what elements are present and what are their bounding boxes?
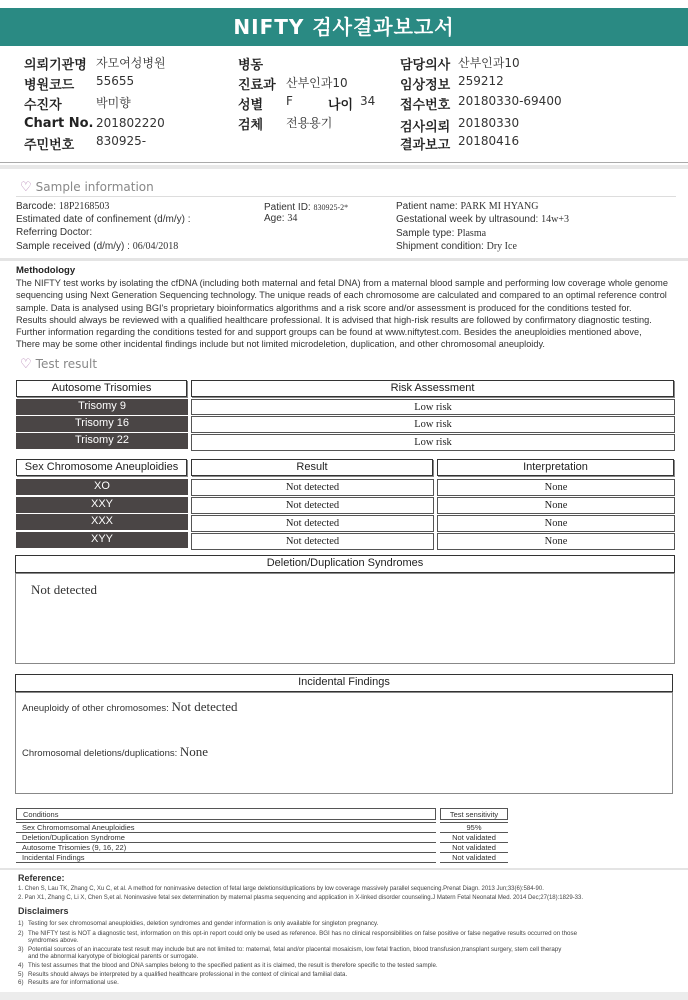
info-value-age: 34 bbox=[360, 94, 376, 108]
condition-sensitivity: Not validated bbox=[440, 832, 508, 842]
sex-interp: None bbox=[437, 515, 675, 532]
risk-header: Risk Assessment bbox=[191, 380, 674, 397]
incidental-header: Incidental Findings bbox=[15, 674, 673, 692]
methodology-title: Methodology bbox=[16, 265, 76, 276]
sex-name: XXX bbox=[16, 514, 188, 530]
sex-result: Not detected bbox=[191, 497, 434, 514]
edc-label: Estimated date of confinement (d/m/y) : bbox=[16, 214, 191, 225]
disclaimers-list bbox=[18, 920, 668, 987]
info-value: 20180330-69400 bbox=[458, 94, 562, 108]
autosome-name: Trisomy 9 bbox=[16, 399, 188, 415]
condition-sensitivity: 95% bbox=[440, 822, 508, 832]
patient-id: Patient ID: 830925-2* bbox=[264, 202, 349, 213]
reference-item: 1. Chen S, Lau TK, Zhang C, Xu C, et al. A method for noninvasive detection of fetal large deletions/duplications by low coverage massively parallel sequencing.Prenat Diagn. 2013 Jun;33(6):584-90. bbox=[18, 886, 544, 892]
info-value: 산부인과10 bbox=[286, 76, 348, 90]
divider bbox=[0, 868, 688, 870]
reference-title: Reference: bbox=[18, 873, 65, 883]
patient-name: Patient name: PARK MI HYANG bbox=[396, 201, 539, 212]
chromosomal-deldup: Chromosomal deletions/duplications: None bbox=[22, 744, 209, 759]
interpretation-header: Interpretation bbox=[437, 459, 674, 476]
autosome-header: Autosome Trisomies bbox=[16, 380, 187, 397]
sex-result: Not detected bbox=[191, 533, 434, 550]
info-label: 주민번호 bbox=[24, 138, 75, 153]
info-label: 의뢰기관명 bbox=[24, 58, 87, 73]
disclaimer-item: syndromes above. bbox=[28, 937, 79, 945]
info-label: 결과보고 bbox=[400, 138, 451, 153]
divider bbox=[16, 196, 676, 197]
sample-type: Sample type: Plasma bbox=[396, 228, 487, 239]
disclaimer-item: 5) Results should always be interpreted by a qualified healthcare professional in the context of clinical and familial data. bbox=[18, 970, 348, 978]
sensitivity-header: Test sensitivity bbox=[440, 808, 508, 820]
disclaimer-item: 4) This test assumes that the blood and DNA samples belong to the specified patient as it is claimed, the result is therefore specific to the tested sample. bbox=[18, 961, 438, 969]
info-value: 20180416 bbox=[458, 134, 520, 148]
heart-icon: ♡ bbox=[20, 357, 32, 372]
sample-received: Sample received (d/m/y) : 06/04/2018 bbox=[16, 241, 179, 252]
info-value: 259212 bbox=[458, 74, 504, 88]
info-value: 55655 bbox=[96, 74, 135, 88]
sex-result: Not detected bbox=[191, 515, 434, 532]
sex-interp: None bbox=[437, 497, 675, 514]
sex-name: XXY bbox=[16, 497, 188, 513]
info-value: 자모여성병원 bbox=[96, 56, 166, 70]
conditions-header: Conditions bbox=[16, 808, 436, 820]
info-value: 830925- bbox=[96, 134, 147, 148]
info-value: 201802220 bbox=[96, 116, 165, 130]
info-value: 전용용기 bbox=[286, 116, 333, 130]
autosome-name: Trisomy 22 bbox=[16, 433, 188, 449]
gestational-week: Gestational week by ultrasound: 14w+3 bbox=[396, 214, 569, 225]
info-label-age: 나이 bbox=[328, 98, 354, 113]
info-label: 검사의뢰 bbox=[400, 120, 451, 135]
info-label: Chart No. bbox=[24, 116, 94, 131]
sex-name: XO bbox=[16, 479, 188, 495]
disclaimer-item: and the abnormal karyotype of biological parents or surrogate. bbox=[28, 953, 199, 961]
aneuploidy-other: Aneuploidy of other chromosomes: Not detected bbox=[22, 699, 238, 714]
sex-header: Sex Chromosome Aneuploidies bbox=[16, 459, 187, 476]
info-label: 담당의사 bbox=[400, 58, 451, 73]
shipment-condition: Shipment condition: Dry Ice bbox=[396, 241, 517, 252]
disclaimers-title: Disclaimers bbox=[18, 906, 69, 916]
heart-icon: ♡ bbox=[20, 180, 32, 195]
disclaimer-item: 1) Testing for sex chromosomal aneuploidies, deletion syndromes and gender information is only available for singleton pregnancy. bbox=[18, 920, 379, 927]
divider-band bbox=[0, 165, 688, 169]
info-label: 임상정보 bbox=[400, 78, 451, 93]
condition-name: Incidental Findings bbox=[16, 852, 436, 863]
sample-info-heading: ♡ Sample information bbox=[20, 180, 154, 195]
report-title: NIFTY 검사결과보고서 bbox=[0, 8, 688, 46]
condition-sensitivity: Not validated bbox=[440, 852, 508, 863]
age: Age: 34 bbox=[264, 213, 298, 224]
info-label: 성별 bbox=[238, 98, 264, 113]
referring-doctor-label: Referring Doctor: bbox=[16, 227, 93, 238]
autosome-risk: Low risk bbox=[191, 416, 675, 433]
autosome-name: Trisomy 16 bbox=[16, 416, 188, 432]
condition-name: Sex Chromomsomal Aneuploidies bbox=[16, 822, 436, 832]
bottom-band bbox=[0, 992, 688, 1000]
info-value: F bbox=[286, 94, 293, 108]
result-header: Result bbox=[191, 459, 433, 476]
sex-interp: None bbox=[437, 533, 675, 550]
methodology: Methodology The NIFTY test works by isolating the cfDNA (including both maternal and fetal DNA) from a maternal blood sample and performing low coverage whole genome sequencing using Next Generation Sequencing technology. The unique reads of each chromosome are calculated and compared to an optimal reference control sample. Data is analysed using BGI's proprietary bioinformatics algorithms and a risk score and/or assessment is produced for the conditions tested for. Results should always be reviewed with a qualified healthcare professional. It is advised that high-risk results are followed by confirmatory diagnostic testing. Further information regarding the conditions tested for and support groups can be found at www.niftytest.com. Besides the aneuploidies mentioned above, There may be some other incidental findings include but not limited microdeletion, duplication, and other chromosomal aneuploidy. bbox=[16, 265, 668, 350]
divider bbox=[0, 162, 688, 163]
sex-result: Not detected bbox=[191, 479, 434, 496]
condition-name: Deletion/Duplication Syndrome bbox=[16, 832, 436, 842]
deldup-header: Deletion/Duplication Syndromes bbox=[15, 555, 675, 573]
sex-name: XYY bbox=[16, 532, 188, 548]
info-value: 박미향 bbox=[96, 96, 131, 110]
info-label: 접수번호 bbox=[400, 98, 451, 113]
deldup-value: Not detected bbox=[31, 582, 98, 597]
info-label: 수진자 bbox=[24, 98, 62, 113]
disclaimer-item: 6) Results are for informational use. bbox=[18, 979, 119, 987]
info-label: 검체 bbox=[238, 118, 264, 133]
autosome-risk: Low risk bbox=[191, 399, 675, 415]
disclaimer-item: 2) The NIFTY test is NOT a diagnostic test, information on this opt-in report could only be used as reference. BGI has no clinical responsibilities on false positive or false negative results occurred on those bbox=[18, 929, 578, 937]
reference-item: 2. Pan X1, Zhang C, Li X, Chen S,et al. Noninvasive fetal sex determination by maternal plasma sequencing and application in X-linked disorder counseling.J Matern Fetal Neonatal Med. 2014 Dec;27(18):1829-33. bbox=[18, 895, 583, 901]
autosome-risk: Low risk bbox=[191, 434, 675, 451]
sex-interp: None bbox=[437, 479, 675, 496]
disclaimer-item: 3) Potential sources of an inaccurate test result may include but are not limited to: maternal, fetal and/or placental mosaicism, low fetal fraction, blood transfusion,transplant surgery, stem cell therapy bbox=[18, 945, 562, 953]
info-label: 병동 bbox=[238, 58, 264, 73]
info-label: 진료과 bbox=[238, 78, 276, 93]
info-value: 20180330 bbox=[458, 116, 520, 130]
info-value: 산부인과10 bbox=[458, 56, 520, 70]
divider bbox=[0, 258, 688, 261]
info-label: 병원코드 bbox=[24, 78, 75, 93]
incidental-box bbox=[15, 674, 673, 794]
test-result-heading: ♡ Test result bbox=[20, 357, 98, 372]
barcode: Barcode: 18P2168503 bbox=[16, 201, 110, 212]
condition-name: Autosome Trisomies (9, 16, 22) bbox=[16, 842, 436, 852]
condition-sensitivity: Not validated bbox=[440, 842, 508, 852]
